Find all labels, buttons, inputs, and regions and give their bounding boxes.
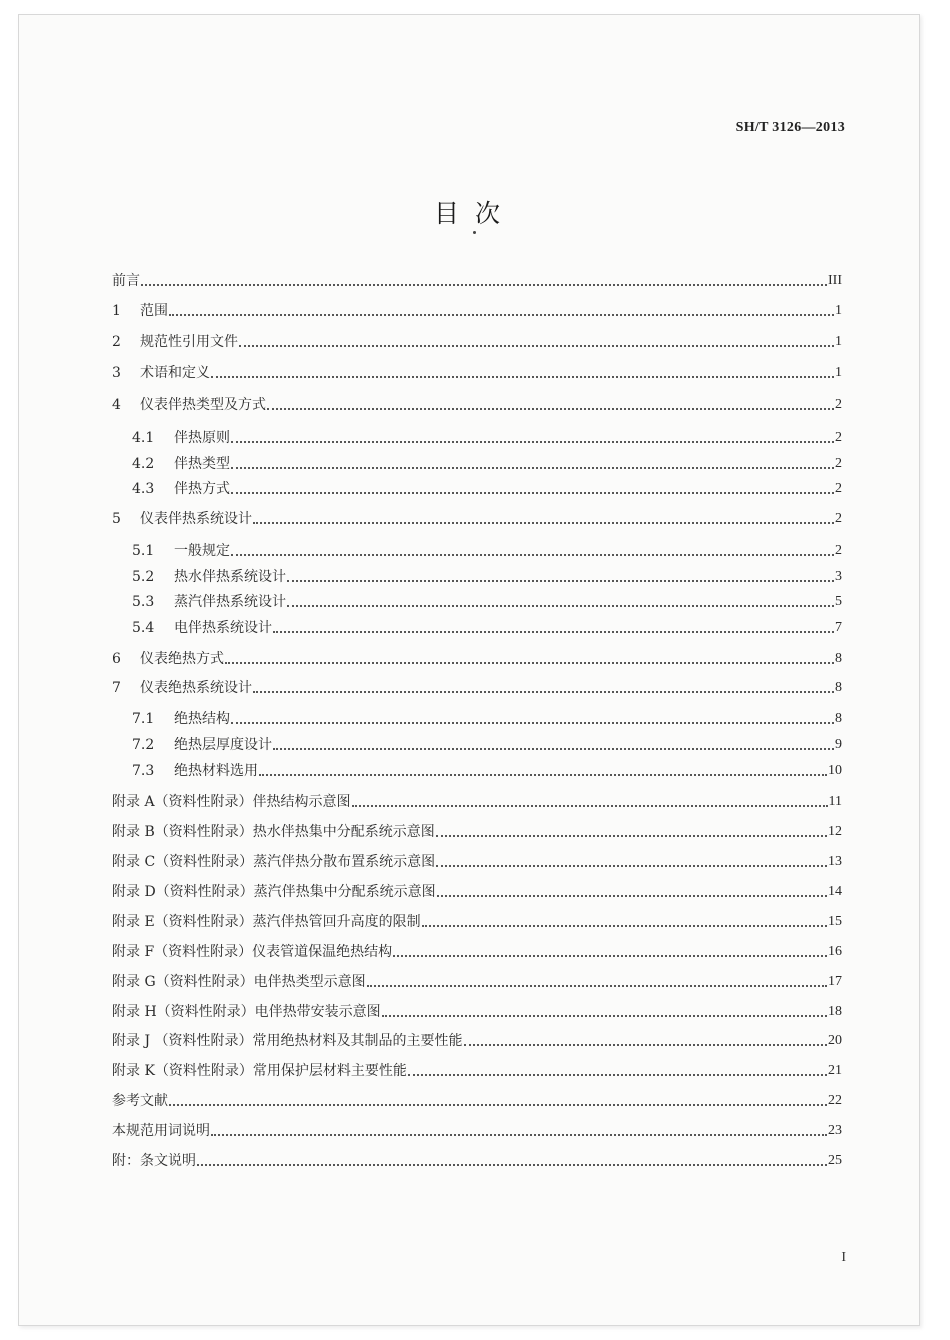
toc-leader-dots	[253, 522, 834, 524]
toc-entry-text: 绝热层厚度设计	[174, 737, 272, 753]
toc-entry-label	[112, 1122, 210, 1140]
toc-entry[interactable]	[112, 877, 842, 901]
toc-leader-dots	[408, 1074, 827, 1076]
toc-leader-dots	[437, 895, 827, 897]
toc-entry-label	[112, 364, 210, 382]
toc-leader-dots	[393, 955, 827, 957]
toc-entry-text: 伴热原则	[174, 430, 230, 446]
toc-entry-page: 2	[835, 397, 842, 412]
toc-entry-page: 15	[828, 914, 842, 929]
toc-entry-text: 蒸汽伴热系统设计	[174, 594, 286, 610]
toc-entry-page: 5	[835, 594, 842, 609]
toc-entry-text: 附录 K（资料性附录）常用保护层材料主要性能	[112, 1063, 407, 1079]
toc-leader-dots	[197, 1164, 827, 1166]
toc-entry[interactable]	[112, 1116, 842, 1140]
toc-entry-page: 13	[828, 854, 842, 869]
toc-entry-label	[112, 1032, 463, 1050]
toc-entry-text: 附录 H（资料性附录）电伴热带安装示意图	[112, 1004, 381, 1020]
toc-entry[interactable]	[132, 449, 842, 473]
toc-entry[interactable]	[132, 704, 842, 728]
toc-entry-label	[112, 333, 238, 351]
toc-entry-page: 17	[828, 974, 842, 989]
toc-entry-label	[112, 913, 421, 931]
toc-entry-text: 电伴热系统设计	[174, 620, 272, 636]
toc-entry-page: 7	[835, 620, 842, 635]
toc-entry-label	[112, 396, 266, 414]
toc-entry-text: 热水伴热系统设计	[174, 569, 286, 585]
toc-entry[interactable]	[132, 536, 842, 560]
toc-entry[interactable]	[112, 1056, 842, 1080]
toc-entry-text: 范围	[140, 303, 168, 319]
toc-entry-text: 附录 B（资料性附录）热水伴热集中分配系统示意图	[112, 824, 435, 840]
toc-leader-dots	[239, 345, 834, 347]
toc-entry-text: 仪表绝热系统设计	[140, 680, 252, 696]
toc-entry-number: 4.1	[132, 430, 155, 446]
toc-entry-text: 绝热材料选用	[174, 763, 258, 779]
toc-entry-label	[132, 480, 230, 498]
document-code: SH/T 3126—2013	[735, 120, 845, 135]
toc-leader-dots	[287, 580, 834, 582]
toc-entry-label	[132, 736, 272, 754]
toc-leader-dots	[141, 284, 827, 286]
toc-entry-text: 仪表绝热方式	[140, 651, 224, 667]
toc-leader-dots	[367, 985, 827, 987]
toc-entry-label	[112, 793, 351, 811]
toc-entry-page: 2	[835, 456, 842, 471]
toc-entry-number: 5.2	[132, 569, 155, 585]
toc-entry-page: 9	[835, 737, 842, 752]
toc-entry[interactable]	[132, 730, 842, 754]
toc-entry-text: 附录 A（资料性附录）伴热结构示意图	[112, 794, 351, 810]
toc-entry[interactable]	[112, 266, 842, 290]
toc-entry[interactable]	[132, 613, 842, 637]
toc-entry-text: 附录 C（资料性附录）蒸汽伴热分散布置系统示意图	[112, 854, 436, 870]
toc-entry[interactable]	[112, 644, 842, 668]
toc-entry-text: 规范性引用文件	[140, 334, 238, 350]
toc-entry[interactable]	[112, 504, 842, 528]
toc-entry-label	[112, 943, 392, 961]
page-title: 目次	[433, 199, 516, 228]
toc-entry-number: 7.1	[132, 711, 155, 727]
toc-entry-label	[112, 853, 435, 871]
toc-entry-number: 5.1	[132, 543, 155, 559]
toc-entry-text: 附录 D（资料性附录）蒸汽伴热集中分配系统示意图	[112, 884, 436, 900]
toc-leader-dots	[267, 408, 834, 410]
toc-entry-label	[112, 1092, 168, 1110]
toc-entry[interactable]	[132, 756, 842, 780]
toc-entry-text: 伴热类型	[174, 456, 230, 472]
toc-leader-dots	[382, 1015, 827, 1017]
toc-leader-dots	[273, 748, 834, 750]
toc-entry-label	[132, 568, 286, 586]
toc-entry[interactable]	[112, 937, 842, 961]
toc-leader-dots	[169, 1104, 827, 1106]
toc-entry-page: 18	[828, 1004, 842, 1019]
toc-entry-number: 5	[112, 511, 121, 527]
toc-entry-page: 2	[835, 543, 842, 558]
toc-entry-number: 5.4	[132, 620, 155, 636]
toc-leader-dots	[231, 492, 834, 494]
toc-entry-label	[112, 823, 435, 841]
toc-leader-dots	[253, 691, 834, 693]
toc-entry-text: 附：条文说明	[112, 1153, 196, 1169]
toc-entry[interactable]	[132, 587, 842, 611]
toc-entry-number: 5.3	[132, 594, 155, 610]
toc-entry-label	[132, 455, 230, 473]
toc-entry-page: 22	[828, 1093, 842, 1108]
toc-leader-dots	[211, 1134, 827, 1136]
toc-entry-text: 仪表伴热类型及方式	[140, 397, 266, 413]
toc-entry-page: 8	[835, 711, 842, 726]
toc-entry-label	[132, 542, 230, 560]
toc-leader-dots	[422, 925, 827, 927]
toc-entry-label	[112, 1152, 196, 1170]
toc-entry[interactable]	[112, 907, 842, 931]
toc-entry-label	[132, 619, 272, 637]
toc-entry-number: 1	[112, 303, 121, 319]
toc-entry-text: 附录 G（资料性附录）电伴热类型示意图	[112, 974, 366, 990]
toc-entry[interactable]	[112, 327, 842, 351]
toc-entry-page: 21	[828, 1063, 842, 1078]
toc-entry-text: 伴热方式	[174, 481, 230, 497]
toc-leader-dots	[352, 805, 828, 807]
toc-entry-page: 2	[835, 430, 842, 445]
toc-entry-text: 前言	[112, 273, 140, 289]
toc-entry-number: 7.2	[132, 737, 155, 753]
toc-leader-dots	[259, 774, 827, 776]
toc-leader-dots	[211, 376, 834, 378]
toc-entry-text: 附录 F（资料性附录）仪表管道保温绝热结构	[112, 944, 393, 960]
toc-entry-label	[132, 762, 258, 780]
toc-entry-label	[112, 510, 252, 528]
toc-entry-page: 1	[835, 303, 842, 318]
toc-leader-dots	[273, 631, 834, 633]
toc-entry[interactable]	[112, 296, 842, 320]
toc-entry[interactable]	[112, 1146, 842, 1170]
toc-entry-number: 7.3	[132, 763, 155, 779]
toc-entry-page: 25	[828, 1153, 842, 1168]
toc-entry-text: 本规范用词说明	[112, 1123, 210, 1139]
toc-entry-number: 2	[112, 334, 121, 350]
toc-entry[interactable]	[112, 847, 842, 871]
toc-entry-label	[112, 1003, 381, 1021]
toc-entry-page: 1	[835, 334, 842, 349]
toc-entry[interactable]	[112, 787, 842, 811]
toc-leader-dots	[231, 467, 834, 469]
toc-leader-dots	[231, 722, 834, 724]
toc-leader-dots	[436, 865, 827, 867]
toc-entry-number: 4.2	[132, 456, 155, 472]
toc-entry-page: 1	[835, 365, 842, 380]
toc-entry-page: 8	[835, 680, 842, 695]
toc-entry-label	[112, 272, 140, 290]
toc-entry-label	[112, 883, 436, 901]
toc-entry-page: 14	[828, 884, 842, 899]
toc-entry-page: 2	[835, 481, 842, 496]
toc-entry-page: 16	[828, 944, 842, 959]
toc-entry-label	[132, 710, 230, 728]
toc-entry[interactable]	[112, 358, 842, 382]
toc-entry-number: 6	[112, 651, 121, 667]
toc-entry-page: III	[828, 273, 842, 288]
toc-entry[interactable]	[112, 390, 842, 414]
toc-entry-page: 23	[828, 1123, 842, 1138]
toc-entry-page: 10	[828, 763, 842, 778]
toc-entry[interactable]	[112, 997, 842, 1021]
toc-entry-page: 3	[835, 569, 842, 584]
toc-entry-text: 仪表伴热系统设计	[140, 511, 252, 527]
toc-entry[interactable]	[112, 967, 842, 991]
toc-entry-label	[112, 679, 252, 697]
toc-leader-dots	[231, 441, 834, 443]
toc-entry-label	[132, 429, 230, 447]
toc-entry[interactable]	[112, 817, 842, 841]
toc-leader-dots	[231, 554, 834, 556]
title-dot-mark	[473, 231, 476, 234]
toc-entry[interactable]	[112, 1026, 842, 1050]
page-number: I	[841, 1250, 846, 1265]
toc-entry-number: 4	[112, 397, 121, 413]
toc-entry-label	[112, 1062, 407, 1080]
toc-leader-dots	[287, 605, 834, 607]
toc-entry-text: 一般规定	[174, 543, 230, 559]
toc-entry-label	[112, 973, 366, 991]
toc-entry[interactable]	[132, 423, 842, 447]
toc-entry-text: 附录 J （资料性附录）常用绝热材料及其制品的主要性能	[112, 1033, 463, 1049]
toc-entry-label	[132, 593, 286, 611]
toc-leader-dots	[436, 835, 827, 837]
toc-leader-dots	[464, 1044, 827, 1046]
toc-entry-number: 3	[112, 365, 121, 381]
toc-entry[interactable]	[112, 673, 842, 697]
toc-entry-text: 绝热结构	[174, 711, 230, 727]
toc-entry[interactable]	[132, 474, 842, 498]
toc-entry-label	[112, 650, 224, 668]
toc-entry-text: 参考文献	[112, 1093, 168, 1109]
toc-entry-number: 7	[112, 680, 121, 696]
toc-entry[interactable]	[132, 562, 842, 586]
toc-entry-text: 术语和定义	[140, 365, 210, 381]
toc-entry-text: 附录 E（资料性附录）蒸汽伴热管回升高度的限制	[112, 914, 421, 930]
toc-entry-label	[112, 302, 168, 320]
toc-leader-dots	[225, 662, 834, 664]
toc-entry-page: 20	[828, 1033, 842, 1048]
toc-entry-page: 2	[835, 511, 842, 526]
toc-entry-page: 12	[828, 824, 842, 839]
toc-entry-page: 11	[828, 794, 842, 809]
toc-entry[interactable]	[112, 1086, 842, 1110]
toc-entry-number: 4.3	[132, 481, 155, 497]
toc-entry-page: 8	[835, 651, 842, 666]
toc-leader-dots	[169, 314, 834, 316]
